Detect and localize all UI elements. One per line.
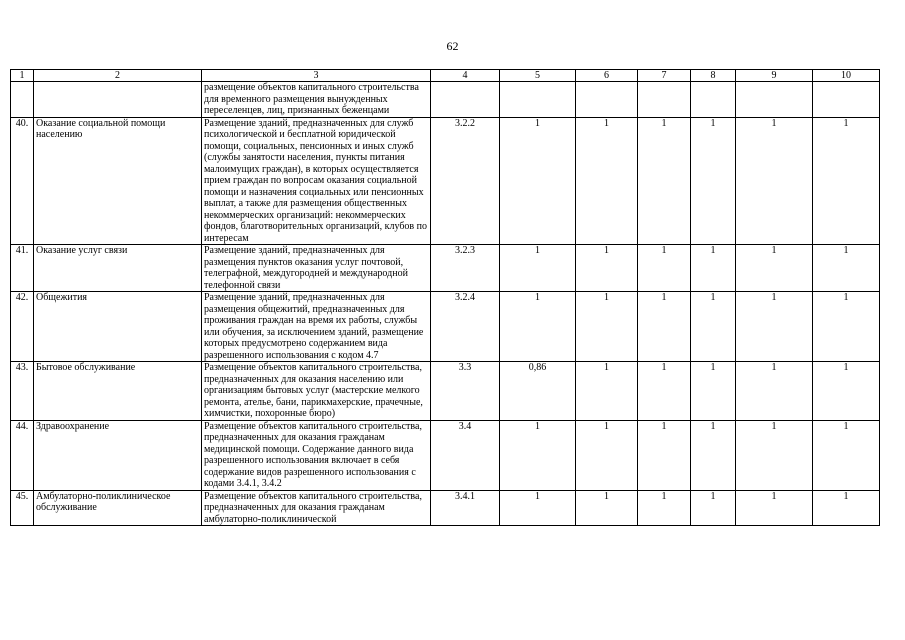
coefficient-cell: [813, 82, 880, 118]
coefficient-cell: 1: [500, 292, 576, 362]
column-header: 5: [500, 70, 576, 82]
coefficient-cell: 1: [576, 117, 638, 245]
land-use-name: Общежития: [34, 292, 202, 362]
coefficient-cell: 1: [691, 362, 736, 421]
land-use-code: 3.4.1: [431, 490, 500, 526]
land-use-code: 3.3: [431, 362, 500, 421]
coefficient-cell: [736, 82, 813, 118]
table-row: [11, 420, 880, 490]
coefficient-cell: 1: [736, 292, 813, 362]
coefficient-cell: 1: [813, 245, 880, 292]
row-number: 44.: [11, 420, 34, 490]
land-use-name: Здравоохранение: [34, 420, 202, 490]
land-use-code: 3.2.2: [431, 117, 500, 245]
coefficient-cell: 1: [576, 292, 638, 362]
land-use-description: Размещение объектов капитального строительства, предназначенных для оказания гражданам амбулаторно-поликлинической: [202, 490, 431, 526]
coefficient-cell: 1: [576, 245, 638, 292]
coefficient-cell: 0,86: [500, 362, 576, 421]
coefficient-cell: 1: [736, 245, 813, 292]
coefficient-cell: 1: [736, 362, 813, 421]
coefficient-cell: [576, 82, 638, 118]
land-use-name: Оказание социальной помощи населению: [34, 117, 202, 245]
land-use-name: Бытовое обслуживание: [34, 362, 202, 421]
coefficient-cell: 1: [576, 362, 638, 421]
column-header: 6: [576, 70, 638, 82]
land-use-description: Размещение зданий, предназначенных для размещения общежитий, предназначенных для проживания граждан на время их работы, службы или обучения, за исключением зданий, размещение которых предусмотрено содержанием вида разрешенного использования с кодом 4.7: [202, 292, 431, 362]
land-use-table: [10, 69, 880, 526]
column-header: 8: [691, 70, 736, 82]
table-row: [11, 117, 880, 245]
coefficient-cell: 1: [736, 420, 813, 490]
coefficient-cell: 1: [691, 420, 736, 490]
coefficient-cell: 1: [691, 490, 736, 526]
row-number: 43.: [11, 362, 34, 421]
coefficient-cell: [638, 82, 691, 118]
table-row: [11, 362, 880, 421]
land-use-code: 3.4: [431, 420, 500, 490]
column-header: 3: [202, 70, 431, 82]
row-number: 45.: [11, 490, 34, 526]
coefficient-cell: 1: [638, 420, 691, 490]
coefficient-cell: 1: [638, 292, 691, 362]
coefficient-cell: 1: [813, 420, 880, 490]
coefficient-cell: [691, 82, 736, 118]
column-header: 4: [431, 70, 500, 82]
row-number: 42.: [11, 292, 34, 362]
column-header: 2: [34, 70, 202, 82]
table-header-row: [11, 70, 880, 82]
row-number: [11, 82, 34, 118]
coefficient-cell: 1: [736, 490, 813, 526]
coefficient-cell: [500, 82, 576, 118]
table-row: [11, 245, 880, 292]
land-use-description: размещение объектов капитального строительства для временного размещения вынужденных переселенцев, лиц, признанных беженцами: [202, 82, 431, 118]
coefficient-cell: 1: [500, 490, 576, 526]
coefficient-cell: 1: [691, 245, 736, 292]
land-use-description: Размещение объектов капитального строительства, предназначенных для оказания гражданам медицинской помощи. Содержание данного вида разрешенного использования включает в себя содержание видов разрешенного использования с кодами 3.4.1, 3.4.2: [202, 420, 431, 490]
coefficient-cell: 1: [638, 362, 691, 421]
coefficient-cell: 1: [736, 117, 813, 245]
land-use-name: Амбулаторно-поликлиническое обслуживание: [34, 490, 202, 526]
page-number: 62: [446, 39, 459, 53]
land-use-code: 3.2.4: [431, 292, 500, 362]
column-header: 7: [638, 70, 691, 82]
coefficient-cell: 1: [638, 490, 691, 526]
coefficient-cell: 1: [813, 490, 880, 526]
coefficient-cell: 1: [638, 117, 691, 245]
coefficient-cell: 1: [813, 362, 880, 421]
coefficient-cell: 1: [691, 292, 736, 362]
row-number: 40.: [11, 117, 34, 245]
table-row: [11, 490, 880, 526]
land-use-name: Оказание услуг связи: [34, 245, 202, 292]
coefficient-cell: 1: [813, 117, 880, 245]
row-number: 41.: [11, 245, 34, 292]
coefficient-cell: 1: [813, 292, 880, 362]
coefficient-cell: 1: [691, 117, 736, 245]
coefficient-cell: 1: [500, 117, 576, 245]
coefficient-cell: 1: [500, 420, 576, 490]
table-row: [11, 82, 880, 118]
column-header: 9: [736, 70, 813, 82]
coefficient-cell: 1: [576, 420, 638, 490]
land-use-code: 3.2.3: [431, 245, 500, 292]
table-row: [11, 292, 880, 362]
land-use-code: [431, 82, 500, 118]
coefficient-cell: 1: [576, 490, 638, 526]
coefficient-cell: 1: [500, 245, 576, 292]
land-use-name: [34, 82, 202, 118]
land-use-description: Размещение зданий, предназначенных для служб психологической и бесплатной юридической помощи, социальных, пенсионных и иных служб (службы занятости населения, пункты питания малоимущих граждан), в которых осуществляется прием граждан по вопросам оказания социальной помощи и назначения социальных или пенсионных выплат, а также для размещения общественных некоммерческих организаций: некоммерческих фондов, благотворительных организаций, клубов по интересам: [202, 117, 431, 245]
coefficient-cell: 1: [638, 245, 691, 292]
column-header: 10: [813, 70, 880, 82]
land-use-description: Размещение зданий, предназначенных для размещения пунктов оказания услуг почтовой, телеграфной, междугородней и международной телефонной связи: [202, 245, 431, 292]
column-header: 1: [11, 70, 34, 82]
land-use-description: Размещение объектов капитального строительства, предназначенных для оказания населению или организациям бытовых услуг (мастерские мелкого ремонта, ателье, бани, парикмахерские, прачечные, химчистки, похоронные бюро): [202, 362, 431, 421]
